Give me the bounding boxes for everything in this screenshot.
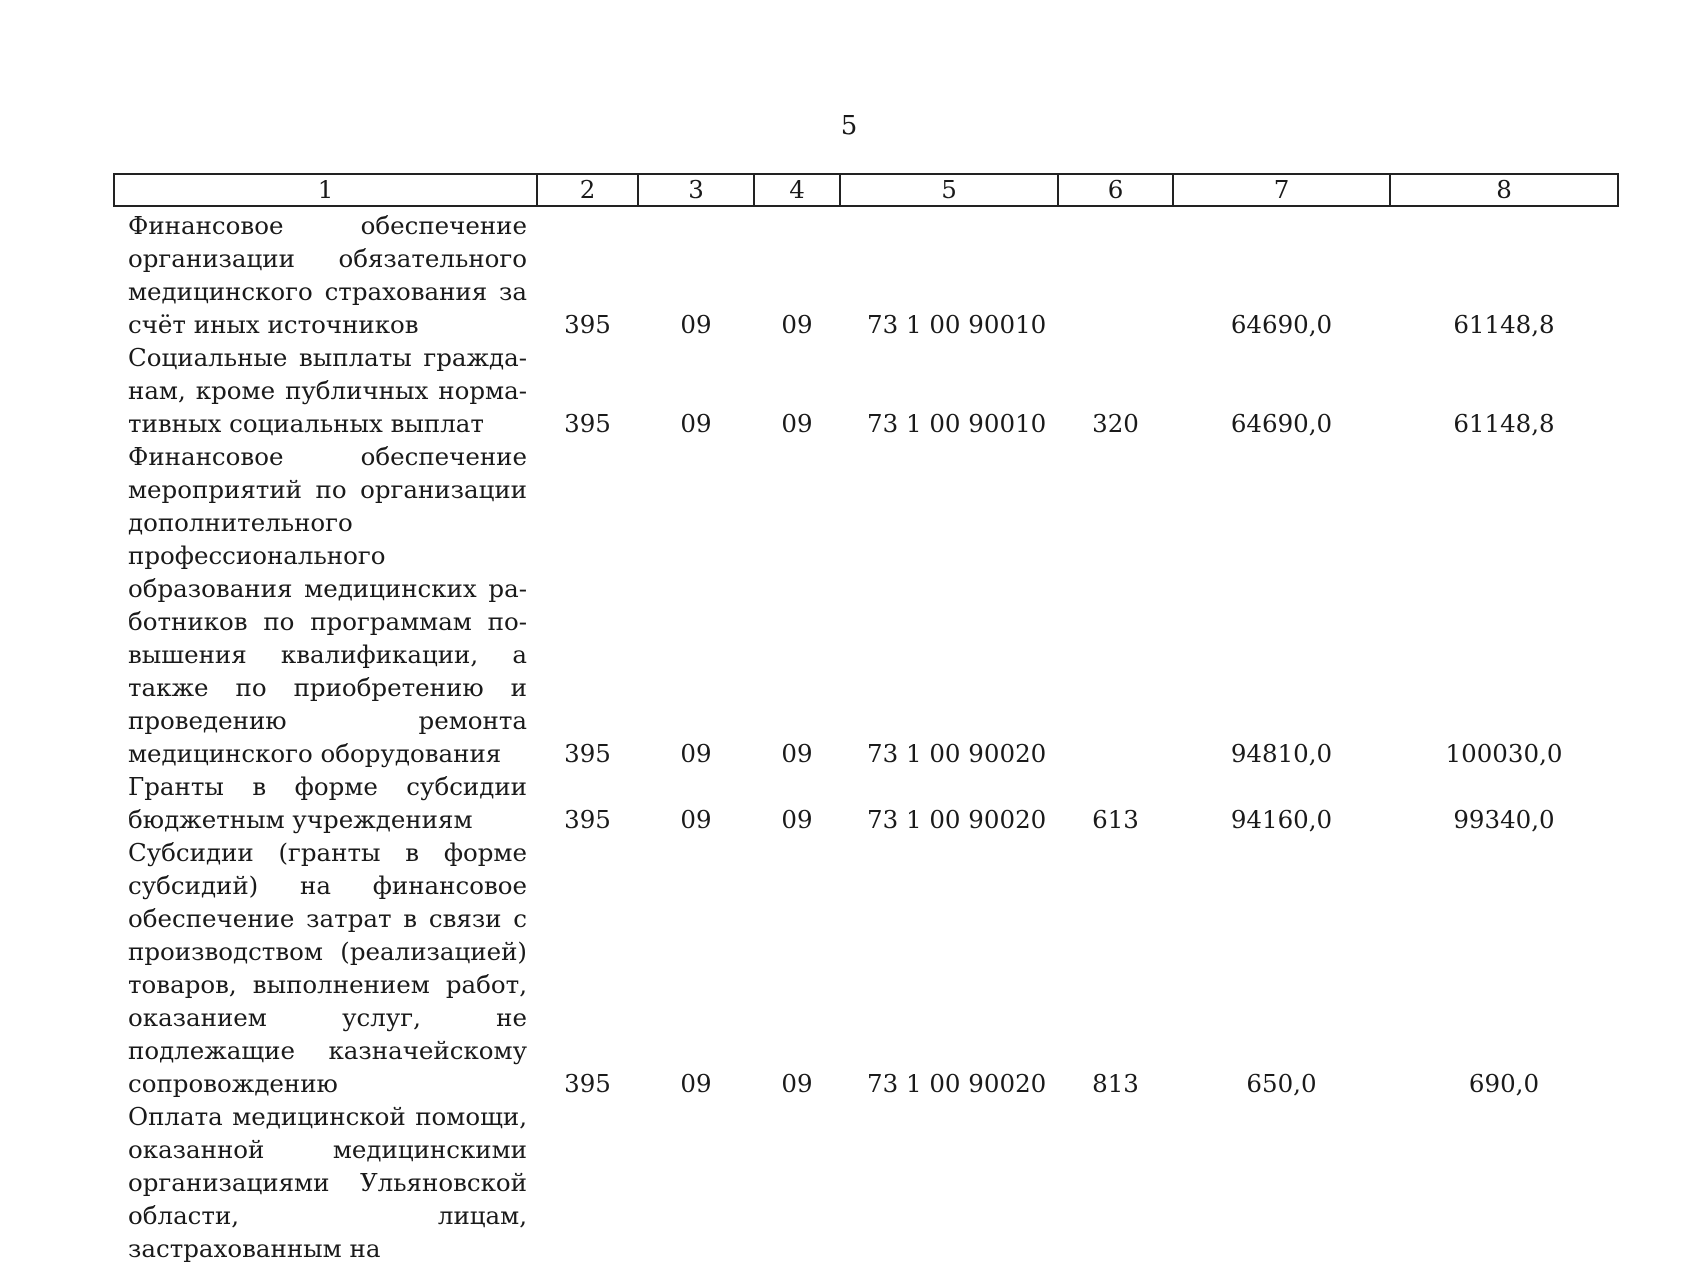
cell-amount-year-2: 61148,8 — [1453, 409, 1555, 438]
cell-ministry — [537, 1100, 638, 1265]
cell-subsection: 09 — [781, 739, 813, 768]
table-row — [114, 341, 1618, 440]
cell-section: 09 — [680, 1069, 712, 1098]
cell-ministry: 395 — [564, 1069, 611, 1098]
row-description: Гранты в форме субсидии бюджетным учреждениям — [128, 772, 527, 834]
row-description: Финансовое обеспечение организации обязательного медицинского страхования за счёт иных источников — [128, 211, 527, 339]
cell-amount-year-1: 64690,0 — [1230, 310, 1333, 339]
header-col-3: 3 — [638, 174, 754, 206]
table-row — [114, 206, 1618, 341]
cell-subsection: 09 — [781, 1069, 813, 1098]
cell-section — [638, 1100, 754, 1265]
budget-table — [113, 173, 1619, 1265]
cell-amount-year-2: 99340,0 — [1453, 805, 1555, 834]
cell-section: 09 — [680, 739, 712, 768]
cell-subsection — [754, 1100, 840, 1265]
cell-amount-year-1: 650,0 — [1246, 1069, 1317, 1098]
cell-ministry: 395 — [564, 805, 611, 834]
cell-target-article: 73 1 00 90010 — [867, 310, 1047, 339]
table-row — [114, 836, 1618, 1100]
cell-ministry: 395 — [564, 739, 611, 768]
header-col-4: 4 — [754, 174, 840, 206]
header-col-6: 6 — [1058, 174, 1173, 206]
cell-amount-year-1 — [1173, 1100, 1390, 1265]
cell-target-article — [840, 1100, 1058, 1265]
cell-ministry: 395 — [564, 310, 611, 339]
table-row — [114, 1100, 1618, 1265]
cell-amount-year-2: 61148,8 — [1453, 310, 1555, 339]
header-row — [114, 174, 1618, 206]
cell-amount-year-2: 100030,0 — [1445, 739, 1563, 768]
table-row — [114, 770, 1618, 836]
cell-expense-type — [1058, 206, 1173, 341]
cell-amount-year-1: 94160,0 — [1230, 805, 1333, 834]
cell-target-article: 73 1 00 90020 — [867, 805, 1047, 834]
table-row — [114, 440, 1618, 770]
cell-ministry: 395 — [564, 409, 611, 438]
cell-amount-year-2 — [1390, 1100, 1618, 1265]
cell-section: 09 — [680, 805, 712, 834]
header-col-2: 2 — [537, 174, 638, 206]
cell-subsection: 09 — [781, 805, 813, 834]
cell-expense-type: 813 — [1092, 1069, 1139, 1098]
cell-target-article: 73 1 00 90010 — [867, 409, 1047, 438]
header-col-8: 8 — [1390, 174, 1618, 206]
cell-amount-year-1: 64690,0 — [1230, 409, 1333, 438]
page-number: 5 — [840, 111, 858, 141]
cell-amount-year-1: 94810,0 — [1230, 739, 1333, 768]
header-col-1: 1 — [114, 174, 537, 206]
cell-section: 09 — [680, 409, 712, 438]
cell-expense-type — [1058, 1100, 1173, 1265]
header-col-7: 7 — [1173, 174, 1390, 206]
cell-expense-type: 320 — [1092, 409, 1139, 438]
cell-expense-type — [1058, 440, 1173, 770]
cell-subsection: 09 — [781, 310, 813, 339]
row-description: Финансовое обеспечение мероприятий по организации дополнительного профессионального образования медицинских работников по программам повышения квалификации, а также по приобретению и проведению ремонта медицинского оборудования — [128, 442, 527, 768]
cell-target-article: 73 1 00 90020 — [867, 1069, 1047, 1098]
header-col-5: 5 — [840, 174, 1058, 206]
cell-section: 09 — [680, 310, 712, 339]
cell-amount-year-2: 690,0 — [1468, 1069, 1540, 1098]
row-description: Субсидии (гранты в форме субсидий) на финансовое обеспечение затрат в связи с производством (реализацией) товаров, выполнением работ, оказанием услуг, не подлежащие казначейскому сопровождению — [128, 838, 527, 1098]
cell-target-article: 73 1 00 90020 — [867, 739, 1047, 768]
cell-subsection: 09 — [781, 409, 813, 438]
row-description: Оплата медицинской помощи, оказанной медицинскими организациями Ульяновской области, лицам, застрахованным на — [128, 1102, 527, 1263]
cell-expense-type: 613 — [1092, 805, 1139, 834]
row-description: Социальные выплаты гражданам, кроме публичных нормативных социальных выплат — [128, 343, 527, 438]
